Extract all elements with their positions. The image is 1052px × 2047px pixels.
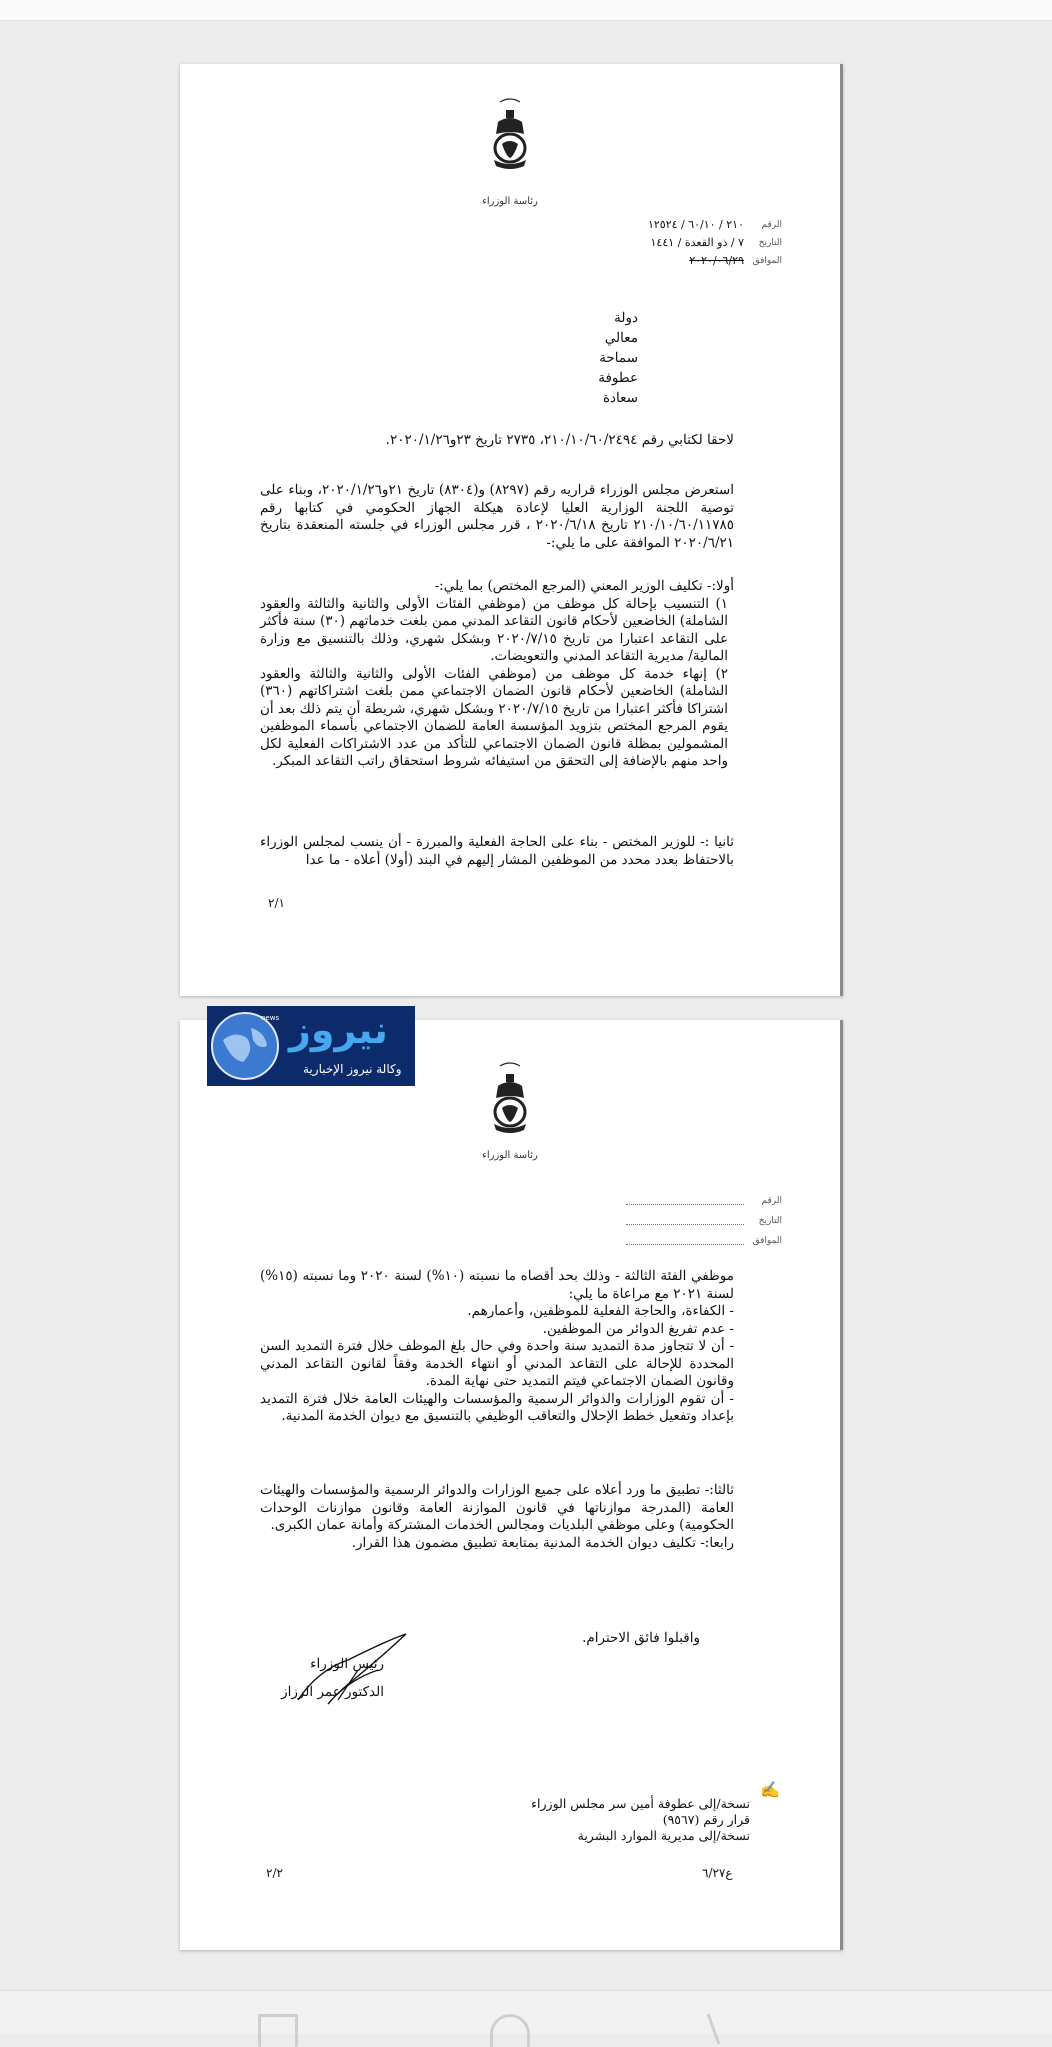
recipient: عطوفة	[598, 370, 638, 386]
document-page-2	[180, 1008, 843, 1950]
handwritten-signature	[288, 1630, 418, 1710]
second-clause-text: ثانيا :- للوزير المختص - بناء على الحاجة الفعلية والمبررة - أن ينسب لمجلس الوزراء بالاحتفاظ بعدد محدد من الموظفين المشار إليهم في البند (أولا) أعلاه - ما عدا	[260, 834, 734, 868]
reference-number-label: الرقم	[761, 1196, 782, 1206]
condition-item: - الكفاءة، والحاجة الفعلية للموظفين، وأعمارهم.	[467, 1303, 734, 1319]
corresponding-label: الموافق	[752, 256, 782, 266]
recents-icon[interactable]	[258, 2014, 298, 2047]
hijri-date: ٧ / ذو القعدة / ١٤٤١	[650, 236, 744, 249]
continuation-text: موظفي الفئة الثالثة - وذلك بحد أقصاه ما نسبته (١٠%) لسنة ٢٠٢٠ وما نسبته (١٥%) لسنة ٢٠٢١ مع مراعاة ما يلي:	[260, 1268, 734, 1302]
recipient: سعادة	[602, 390, 638, 406]
recipient: معالي	[604, 330, 638, 346]
news-agency-watermark	[207, 1006, 415, 1086]
watermark-tag: news	[261, 1014, 280, 1022]
date-label: التاريخ	[758, 238, 782, 248]
intro-text: لاحقا لكتابي رقم ٢١٠/١٠/٦٠/٢٤٩٤، ٢٧٣٥ تاريخ ٢٣و٢٠٢٠/١/٢٦.	[385, 432, 734, 448]
signer-name: الدكتور عمر الرزاز	[281, 1683, 384, 1700]
condition-item: - أن تقوم الوزارات والدوائر الرسمية والمؤسسات والهيئات العامة خلال فترة التمديد بإعداد وتفعيل خطط الإحلال والتعاقب الوظيفي بالتنسيق مع ديوان الخدمة المدنية.	[260, 1390, 734, 1424]
fourth-clause-text: رابعا:- تكليف ديوان الخدمة المدنية بمتابعة تطبيق مضمون هذا القرار.	[351, 1534, 734, 1551]
copies-block	[420, 1796, 750, 1844]
reference-number-label: الرقم	[761, 220, 782, 230]
emblem-caption: رئاسة الوزراء	[482, 196, 538, 207]
reference-header	[568, 218, 782, 276]
home-icon[interactable]	[490, 2014, 530, 2047]
third-clause	[260, 1482, 734, 1552]
handwritten-mark-icon: ✍	[760, 1780, 780, 1799]
copy-line: نسخة/إلى مديرية الموارد البشرية	[577, 1828, 750, 1843]
watermark-subtitle: وكالة نيروز الإخبارية	[303, 1062, 402, 1076]
reference-number: ٢١٠ / ٦٠/١٠ / ١٢٥٢٤	[647, 218, 744, 231]
recipient: سماحة	[599, 350, 638, 366]
first-clause	[260, 578, 734, 771]
jordan-emblem-icon	[480, 94, 540, 194]
third-clause-text: ثالثا:- تطبيق ما ورد أعلاه على جميع الوزارات والدوائر الرسمية والمؤسسات والهيئات العامة (المدرجة موازناتها في قانون الموازنة العامة وقانون موازنات الوحدات الحكومية) وعلى موظفي البلديات ومجالس الخدمات المشتركة وأمانة عمان الكبرى.	[260, 1482, 734, 1533]
decision-text: استعرض مجلس الوزراء قراريه رقم (٨٢٩٧) و(٨٣٠٤) تاريخ ٢١و٢٠٢٠/١/٢٦، وبناء على توصية اللجنة الوزارية العليا لإعادة هيكلة الجهاز الحكومي في كتابها رقم ٢١٠/١٠/٦٠/١١٧٨٥ تاريخ ٢٠٢٠/٦/١٨ ، قرر مجلس الوزراء في جلسته المنعقدة بتاريخ ٢٠٢٠/٦/٢١ الموافقة على ما يلي:-	[260, 482, 734, 551]
document-page-1	[180, 64, 843, 996]
corresponding-label: الموافق	[752, 1236, 782, 1246]
copy-line: قرار رقم (٩٥٦٧)	[662, 1812, 750, 1827]
watermark-brand: نيروز	[289, 1008, 388, 1052]
copy-line: نسخة/إلى عطوفة أمين سر مجلس الوزراء	[531, 1796, 750, 1811]
blank-line	[626, 1224, 744, 1225]
recipient: دولة	[614, 310, 638, 326]
closing-text: واقبلوا فائق الاحترام.	[582, 1630, 700, 1646]
closing-line	[500, 1630, 700, 1648]
emblem-caption: رئاسة الوزراء	[482, 1150, 538, 1161]
jordan-emblem-icon	[480, 1058, 540, 1158]
reference-header	[568, 1192, 782, 1250]
second-clause	[260, 834, 734, 869]
first-clause-heading: أولا:- تكليف الوزير المعني (المرجع المختص) بما يلي:-	[434, 578, 734, 594]
intro-paragraph	[260, 432, 734, 450]
signer-title: رئيس الوزراء	[310, 1656, 384, 1672]
condition-item: - أن لا تتجاوز مدة التمديد سنة واحدة وفي حال بلغ الموظف خلال فترة التمديد السن المحددة للإحالة على التقاعد المدني أو انتهاء الخدمة وفقاً لقانون التقاعد المدني وقانون الضمان الاجتماعي فيتم التمديد حتى نهاية المدة.	[260, 1338, 734, 1389]
recipients-list	[578, 308, 638, 408]
continuation-paragraph	[260, 1268, 734, 1426]
date-label: التاريخ	[758, 1216, 782, 1226]
viewer-top-bar	[0, 0, 1052, 21]
condition-item: - عدم تفريغ الدوائر من الموظفين.	[542, 1320, 734, 1337]
decision-paragraph	[260, 482, 734, 552]
blank-line	[626, 1244, 744, 1245]
blank-line	[626, 1204, 744, 1205]
reference-code: ع٦/٢٧	[702, 1866, 733, 1880]
clause-item-2: ٢) إنهاء خدمة كل موظف من (موظفي الفئات الأولى والثانية والثالثة والعقود الشاملة) الخاضعين لأحكام قانون الضمان الاجتماعي ممن بلغت اشتراكاتهم (٣٦٠) اشتراكا فأكثر اعتبارا من تاريخ ٢٠٢٠/٧/١٥ وبشكل شهري، شريطة أن يتم ذلك بعد أن يقوم المرجع المختص بتزويد المؤسسة العامة للضمان الاجتماعي بأسماء الموظفين المشمولين بمظلة قانون الضمان الاجتماعي للتأكد من عدد الاشتراكات الفعلية لكل واحد منهم بالإضافة إلى التحقق من استيفائه شروط استحقاق راتب التقاعد المبكر.	[260, 665, 728, 769]
page-number: ٢/١	[268, 896, 285, 910]
page-number: ٢/٢	[266, 1866, 283, 1880]
clause-item-1: ١) التنسيب بإحالة كل موظف من (موظفي الفئات الأولى والثانية والثالثة والعقود الشاملة) الخاضعين لأحكام قانون التقاعد المدني ممن بلغت خدماتهم (٣٠) سنة فأكثر على التقاعد اعتبارا من تاريخ ٢٠٢٠/٧/١٥ وبشكل شهري، وذلك بالتنسيق مع وزارة المالية/ مديرية التقاعد المدني والتعويضات.	[260, 595, 728, 664]
gregorian-date: ٢٠٢٠/٠٦/٢٩	[689, 254, 744, 267]
